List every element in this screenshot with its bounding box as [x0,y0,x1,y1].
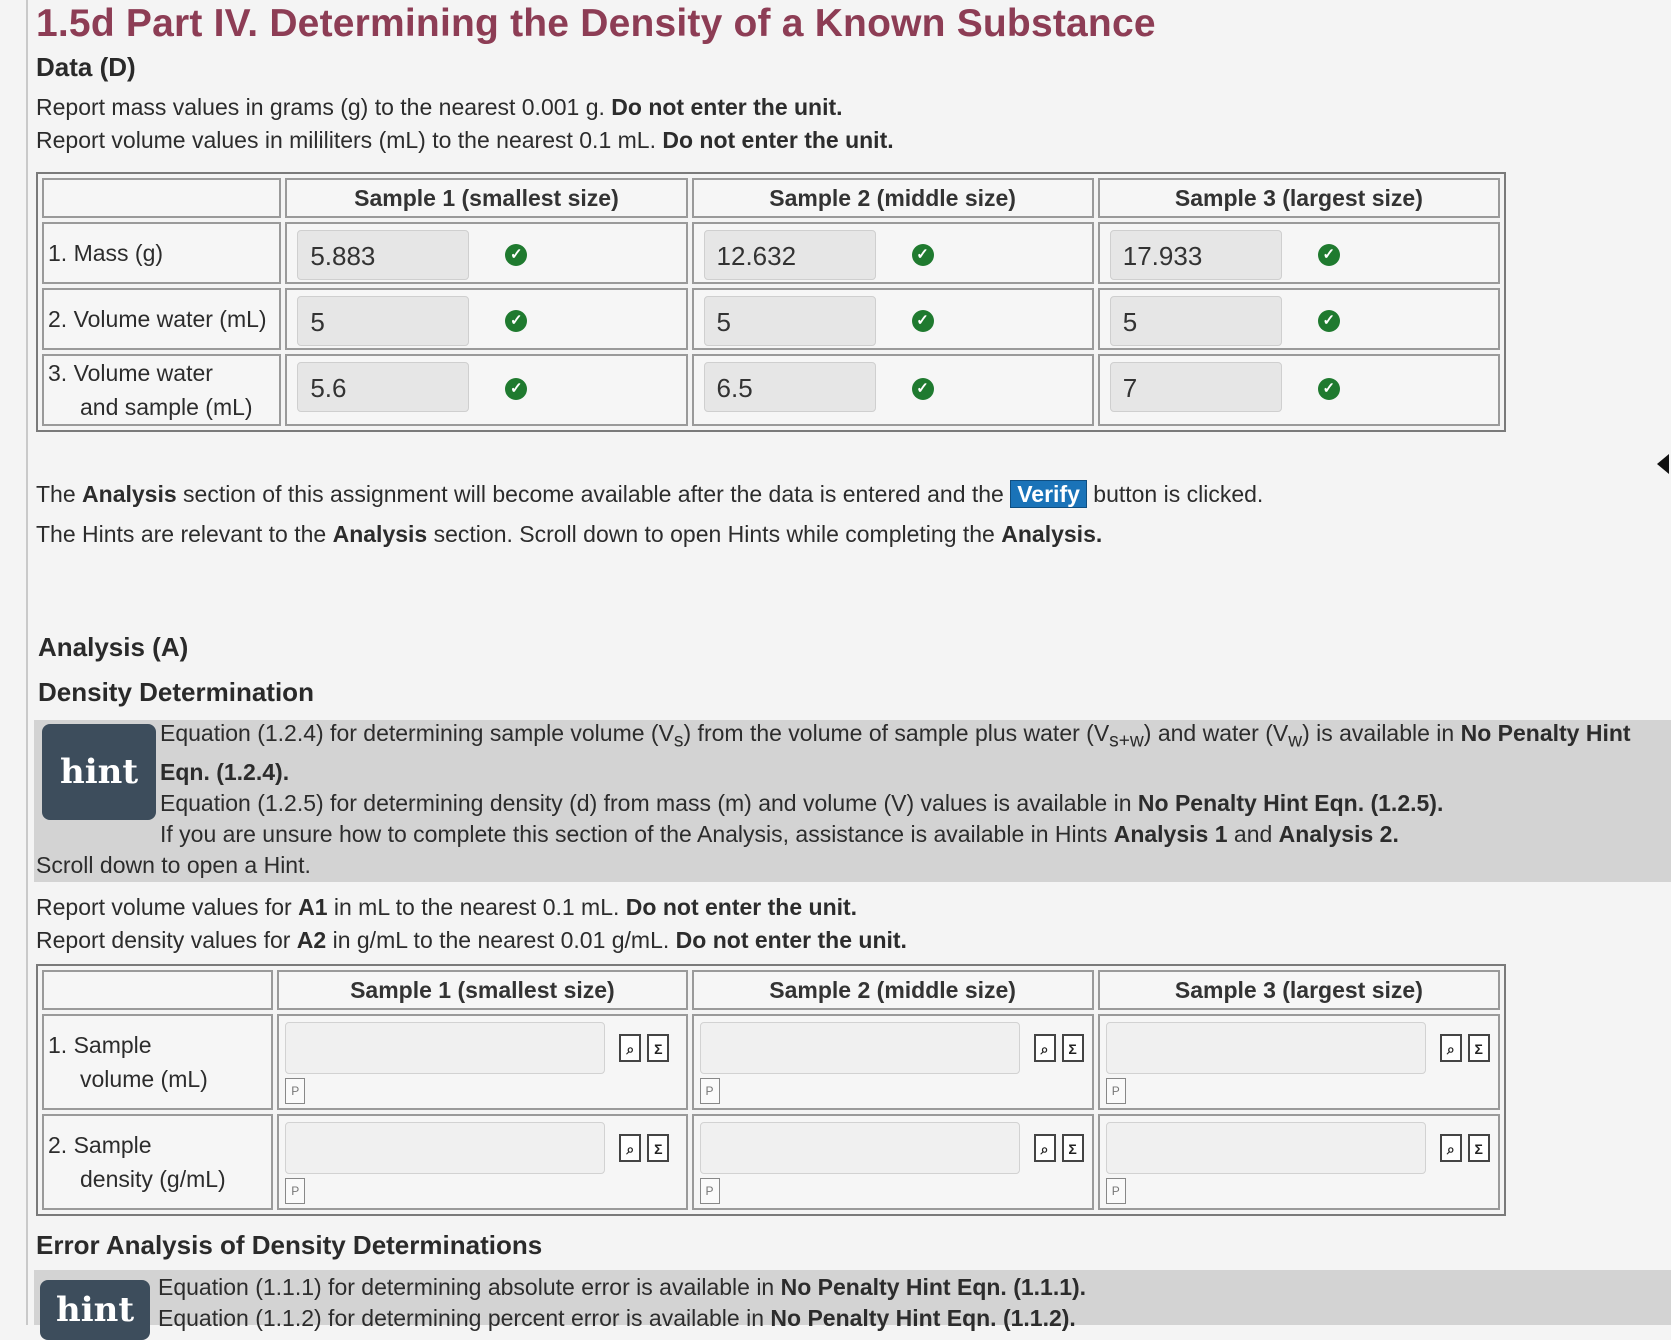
hint-link[interactable]: No Penalty Hint [1460,720,1631,746]
mass-sample3-input[interactable]: 17.933 [1110,230,1282,280]
notice-text: The Hints are relevant to the [36,521,327,547]
vol-instr-text: Report volume values in mililiters (mL) to the nearest 0.1 mL. [36,127,656,153]
analysis-notice [36,480,1263,508]
analysis-header-sample3: Sample 3 (largest size) [1098,970,1500,1010]
page-title: 1.5d Part IV. Determining the Density of a Known Substance [36,2,1156,45]
scroll-hint-text: Scroll down to open a Hint. [36,852,311,878]
notice-bold: Analysis [332,521,428,547]
analysis-table [36,964,1506,1216]
data-header-sample1: Sample 1 (smallest size) [285,178,687,218]
preview-icon[interactable]: ⌕ [619,1134,641,1162]
data-header-sample3: Sample 3 (largest size) [1098,178,1500,218]
equation-editor-icon[interactable]: Σ [1062,1134,1084,1162]
equation-editor-icon[interactable]: Σ [647,1134,669,1162]
document-icon[interactable]: P [285,1178,305,1204]
hint-link[interactable]: Analysis 2. [1278,820,1399,847]
document-icon[interactable]: P [700,1178,720,1204]
hint-link[interactable]: Analysis 1 [1113,820,1228,847]
document-icon[interactable]: P [1106,1178,1126,1204]
check-circle-icon: ✓ [505,310,527,332]
row-label-line2: volume (mL) [80,1066,208,1092]
a2-sample3-cell [1098,1114,1500,1210]
left-border [26,0,28,1325]
a1-sample1-input[interactable] [285,1022,605,1074]
check-circle-icon: ✓ [1318,310,1340,332]
density-subheading: Density Determination [38,677,314,707]
row-label-volume-water: 2. Volume water (mL) [42,288,281,350]
a1-sample2-input[interactable] [700,1022,1020,1074]
a2-sample1-input[interactable] [285,1122,605,1174]
mass-instr-text: Report mass values in grams (g) to the nearest 0.001 g. [36,94,605,120]
mouse-cursor-icon [1657,454,1669,474]
hint-link[interactable]: No Penalty Hint Eqn. (1.1.2). [770,1305,1076,1331]
volume-instructions [36,127,894,154]
volws-sample2-cell [692,354,1094,426]
volwater-sample2-cell [692,288,1094,350]
notice-text: button is clicked. [1093,481,1264,507]
error-hint-line-1: Equation (1.1.1) for determining absolute error is available in No Penalty Hint Eqn. (1.1.1). [158,1274,1087,1300]
preview-icon[interactable]: ⌕ [619,1034,641,1062]
mass-sample2-cell [692,222,1094,284]
mass-sample1-input[interactable]: 5.883 [297,230,469,280]
preview-icon[interactable]: ⌕ [1440,1034,1462,1062]
a1-sample3-cell [1098,1014,1500,1110]
analysis-header-empty [42,970,273,1010]
equation-editor-icon[interactable]: Σ [1468,1134,1490,1162]
preview-icon[interactable]: ⌕ [1034,1134,1056,1162]
data-heading: Data (D) [36,52,136,82]
volws-sample3-input[interactable]: 7 [1110,362,1282,412]
row-label-line1: 2. Sample [48,1132,152,1158]
check-circle-icon: ✓ [505,378,527,400]
notice-text: section of this assignment will become available after the data is entered and the [183,481,1004,507]
notice-bold: Analysis [82,481,177,507]
error-hint-line-2: Equation (1.1.2) for determining percent error is available in No Penalty Hint Eqn. (1.1.2). [158,1305,1076,1331]
analysis-heading: Analysis (A) [38,632,189,662]
a2-sample2-input[interactable] [700,1122,1020,1174]
hint-badge[interactable]: hint [42,724,156,820]
hint-body [160,718,1660,850]
document-icon[interactable]: P [285,1078,305,1104]
row-label-line2: and sample (mL) [80,394,253,420]
row-label-line2: density (g/mL) [80,1166,226,1192]
volwater-sample3-input[interactable]: 5 [1110,296,1282,346]
a2-sample3-input[interactable] [1106,1122,1426,1174]
volws-sample1-input[interactable]: 5.6 [297,362,469,412]
a1-sample3-input[interactable] [1106,1022,1426,1074]
equation-editor-icon[interactable]: Σ [1062,1034,1084,1062]
hints-notice [36,521,1102,548]
preview-icon[interactable]: ⌕ [1440,1134,1462,1162]
data-table [36,172,1506,432]
mass-sample2-input[interactable]: 12.632 [704,230,876,280]
a1-sample2-cell [692,1014,1094,1110]
data-header-sample2: Sample 2 (middle size) [692,178,1094,218]
a1-sample1-cell [277,1014,687,1110]
data-header-empty [42,178,281,218]
vol-instr-bold: Do not enter the unit. [662,127,894,153]
volwater-sample3-cell [1098,288,1500,350]
row-label-volume-water-sample [42,354,281,426]
verify-button[interactable]: Verify [1010,480,1087,508]
analysis-header-sample2: Sample 2 (middle size) [692,970,1094,1010]
check-circle-icon: ✓ [912,244,934,266]
row-label-line1: 1. Sample [48,1032,152,1058]
row-label-mass: 1. Mass (g) [42,222,281,284]
equation-editor-icon[interactable]: Σ [647,1034,669,1062]
check-circle-icon: ✓ [505,244,527,266]
mass-sample3-cell [1098,222,1500,284]
document-icon[interactable]: P [1106,1078,1126,1104]
volws-sample1-cell [285,354,687,426]
hint-line-2: Equation (1.2.5) for determining density (d) from mass (m) and volume (V) values is available in No Penalty Hint Eqn. (1.2.5). [160,789,1444,816]
row-label-sample-volume [42,1014,273,1110]
notice-text: section. Scroll down to open Hints while completing the [433,521,995,547]
error-analysis-heading: Error Analysis of Density Determinations [36,1230,543,1260]
volwater-sample1-cell [285,288,687,350]
preview-icon[interactable]: ⌕ [1034,1034,1056,1062]
a1-instructions: Report volume values for A1 in mL to the nearest 0.1 mL. Do not enter the unit. [36,894,858,920]
row-label-sample-density [42,1114,273,1210]
hint-line-1: Equation (1.2.4) for determining sample volume $(V_s)$ from the volume of sample plus water $(V_{s+w})$ and water $(V_w)$ is available in No Penalty Hint [160,720,1631,752]
hint-link[interactable]: No Penalty Hint Eqn. (1.2.5). [1137,789,1444,816]
hint-link[interactable]: No Penalty Hint Eqn. (1.1.1). [780,1274,1087,1300]
a2-sample2-cell [692,1114,1094,1210]
mass-sample1-cell [285,222,687,284]
equation-editor-icon[interactable]: Σ [1468,1034,1490,1062]
notice-bold: Analysis. [1001,521,1103,547]
hint-link[interactable]: Eqn. (1.2.4). [160,758,290,785]
mass-instr-bold: Do not enter the unit. [611,94,843,120]
hint-badge[interactable]: hint [40,1280,150,1340]
volws-sample3-cell [1098,354,1500,426]
volwater-sample2-input[interactable]: 5 [704,296,876,346]
volwater-sample1-input[interactable]: 5 [297,296,469,346]
document-icon[interactable]: P [700,1078,720,1104]
hint-line-1b [160,757,1660,788]
check-circle-icon: ✓ [912,310,934,332]
check-circle-icon: ✓ [1318,378,1340,400]
check-circle-icon: ✓ [912,378,934,400]
a2-instructions: Report density values for A2 in g/mL to the nearest 0.01 g/mL. Do not enter the unit. [36,927,907,953]
notice-text: The [36,481,76,507]
mass-instructions [36,94,843,121]
row-label-line1: 3. Volume water [48,360,213,386]
hint-line-3: If you are unsure how to complete this section of the Analysis, assistance is available in Hints Analysis 1 and Analysis 2. [160,820,1399,847]
a2-sample1-cell [277,1114,687,1210]
volws-sample2-input[interactable]: 6.5 [704,362,876,412]
check-circle-icon: ✓ [1318,244,1340,266]
analysis-header-sample1: Sample 1 (smallest size) [277,970,687,1010]
